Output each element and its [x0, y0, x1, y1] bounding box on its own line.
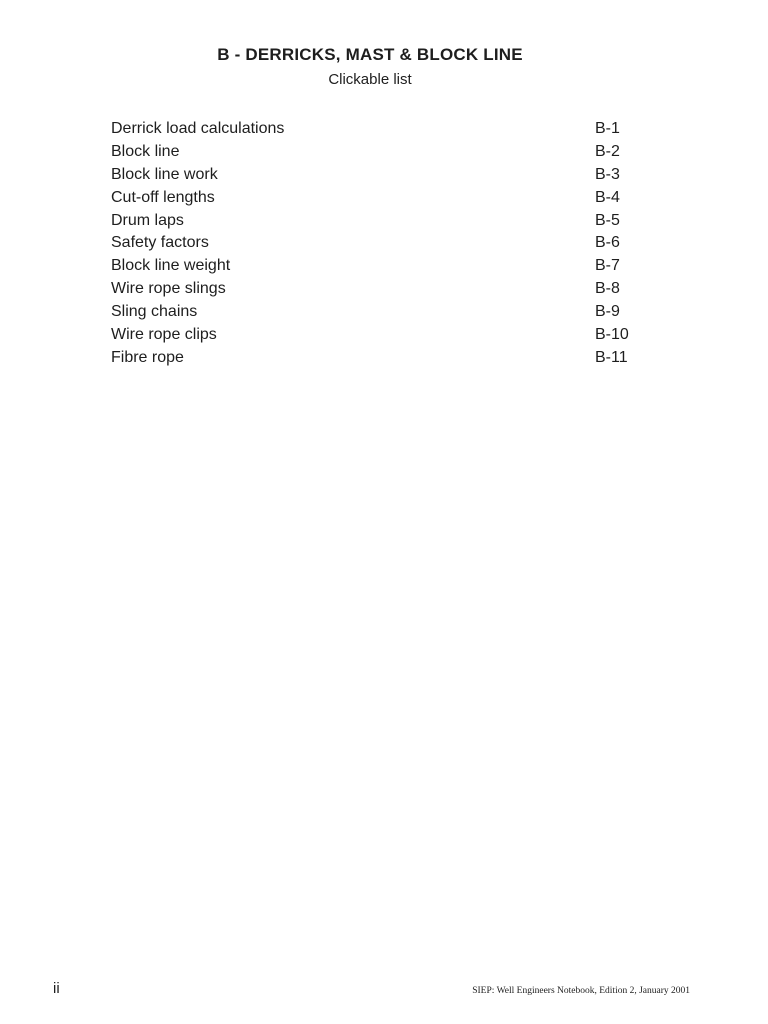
toc-item-label: Safety factors [111, 234, 209, 252]
toc-item-label: Derrick load calculations [111, 120, 285, 137]
toc-item-page: B-3 [595, 165, 620, 183]
toc-item-drum-laps[interactable] [111, 210, 671, 233]
toc-item-label: Drum laps [111, 211, 184, 229]
toc-item-derrick-load-calculations[interactable] [111, 118, 671, 141]
toc-item-wire-rope-clips[interactable] [111, 324, 671, 347]
toc-item-page: B-6 [595, 234, 620, 252]
toc-item-block-line[interactable] [111, 141, 671, 164]
toc-item-label: Sling chains [111, 303, 198, 321]
toc-item-page: B-4 [595, 188, 620, 206]
toc-item-page: B-9 [595, 303, 620, 321]
toc-item-label: Wire rope slings [111, 280, 226, 298]
toc-item-page: B-1 [595, 120, 620, 137]
toc-list [111, 118, 671, 370]
toc-item-label: Cut-off lengths [111, 188, 215, 206]
toc-item-wire-rope-slings[interactable] [111, 278, 671, 301]
toc-item-page: B-10 [595, 326, 629, 344]
toc-item-cut-off-lengths[interactable] [111, 187, 671, 210]
toc-item-block-line-weight[interactable] [111, 255, 671, 278]
toc-item-page: B-2 [595, 142, 620, 160]
toc-item-sling-chains[interactable] [111, 301, 671, 324]
page-subtitle: Clickable list [328, 71, 412, 88]
toc-item-page: B-5 [595, 211, 620, 229]
toc-item-page: B-7 [595, 257, 620, 275]
footer-text: SIEP: Well Engineers Notebook, Edition 2, January 2001 [472, 986, 690, 996]
toc-item-fibre-rope[interactable] [111, 347, 671, 370]
toc-item-label: Wire rope clips [111, 326, 217, 344]
toc-item-page: B-11 [595, 348, 628, 366]
page-title: B - DERRICKS, MAST & BLOCK LINE [217, 45, 523, 64]
toc-item-safety-factors[interactable] [111, 232, 671, 255]
toc-item-block-line-work[interactable] [111, 164, 671, 187]
toc-item-page: B-8 [595, 280, 620, 298]
page-folio: ii [53, 980, 60, 997]
toc-item-label: Fibre rope [111, 348, 184, 366]
toc-item-label: Block line weight [111, 257, 231, 275]
toc-item-label: Block line [111, 142, 180, 160]
toc-item-label: Block line work [111, 165, 218, 183]
